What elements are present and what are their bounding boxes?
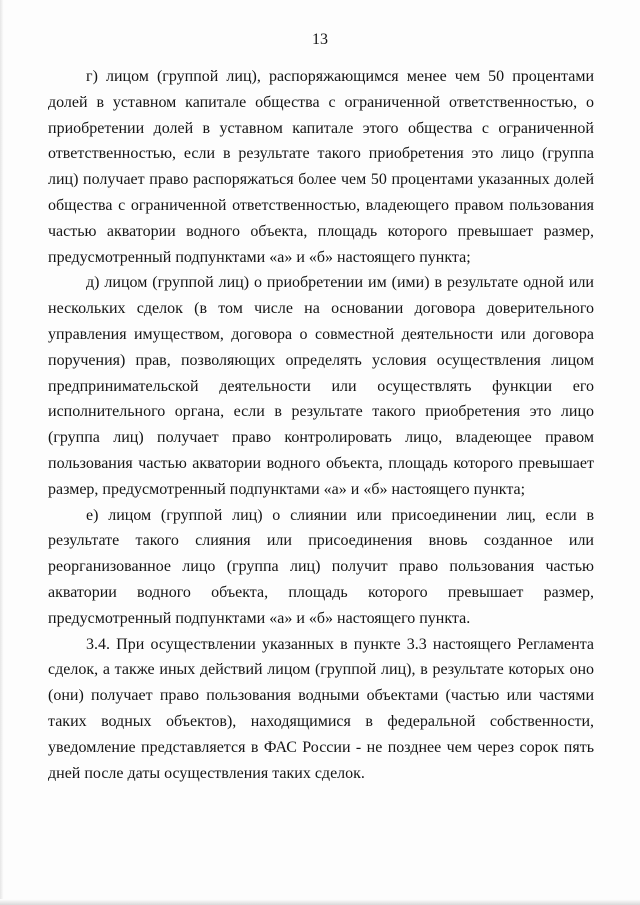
paragraph-d: д) лицом (группой лиц) о приобретении им (ими) в результате одной или нескольких сделок (в том числе на основании договора доверительного управления имуществом, договора о совместной деятельности или договора поручения) прав, позволяющих определять условия осуществления лицом предпринимательской деятельности или осуществлять функции его исполнительного органа, если в результате такого приобретения это лицо (группа лиц) получает право контролировать лицо, владеющее правом пользования частью акватории водного объекта, площадь которого превышает размер, предусмотренный подпунктами «а» и «б» настоящего пункта;	[48, 274, 594, 498]
paragraph-e: е) лицом (группой лиц) о слиянии или присоединении лиц, если в результате такого слияния или присоединения вновь созданное или реорганизованное лицо (группа лиц) получит право пользования частью акватории водного объекта, площадь которого превышает размер, предусмотренный подпунктами «а» и «б» настоящего пункта.	[48, 506, 594, 627]
paragraph-g: г) лицом (группой лиц), распоряжающимся менее чем 50 процентами долей в уставном капитале общества с ограниченной ответственностью, о приобретении долей в уставном капитале этого общества с ограниченной ответственностью, если в результате такого приобретения это лицо (группа лиц) получает право распоряжаться более чем 50 процентами указанных долей общества с ограниченной ответственностью, владеющего правом пользования частью акватории водного объекта, площадь которого превышает размер, предусмотренный подпунктами «а» и «б» настоящего пункта;	[48, 68, 594, 266]
paragraph-3-4: 3.4. При осуществлении указанных в пункте 3.3 настоящего Регламента сделок, а также иных действий лицом (группой лиц), в результате которых оно (они) получает право пользования водными объектами (частью или частями таких водных объектов), находящимися в федеральной собственности, уведомление представляется в ФАС России - не позднее чем через сорок пять дней после даты осуществления таких сделок.	[48, 635, 594, 782]
document-body	[48, 64, 594, 786]
page-number: 13	[312, 31, 328, 48]
page-left-edge	[0, 0, 4, 905]
page-bottom-edge	[0, 899, 640, 905]
